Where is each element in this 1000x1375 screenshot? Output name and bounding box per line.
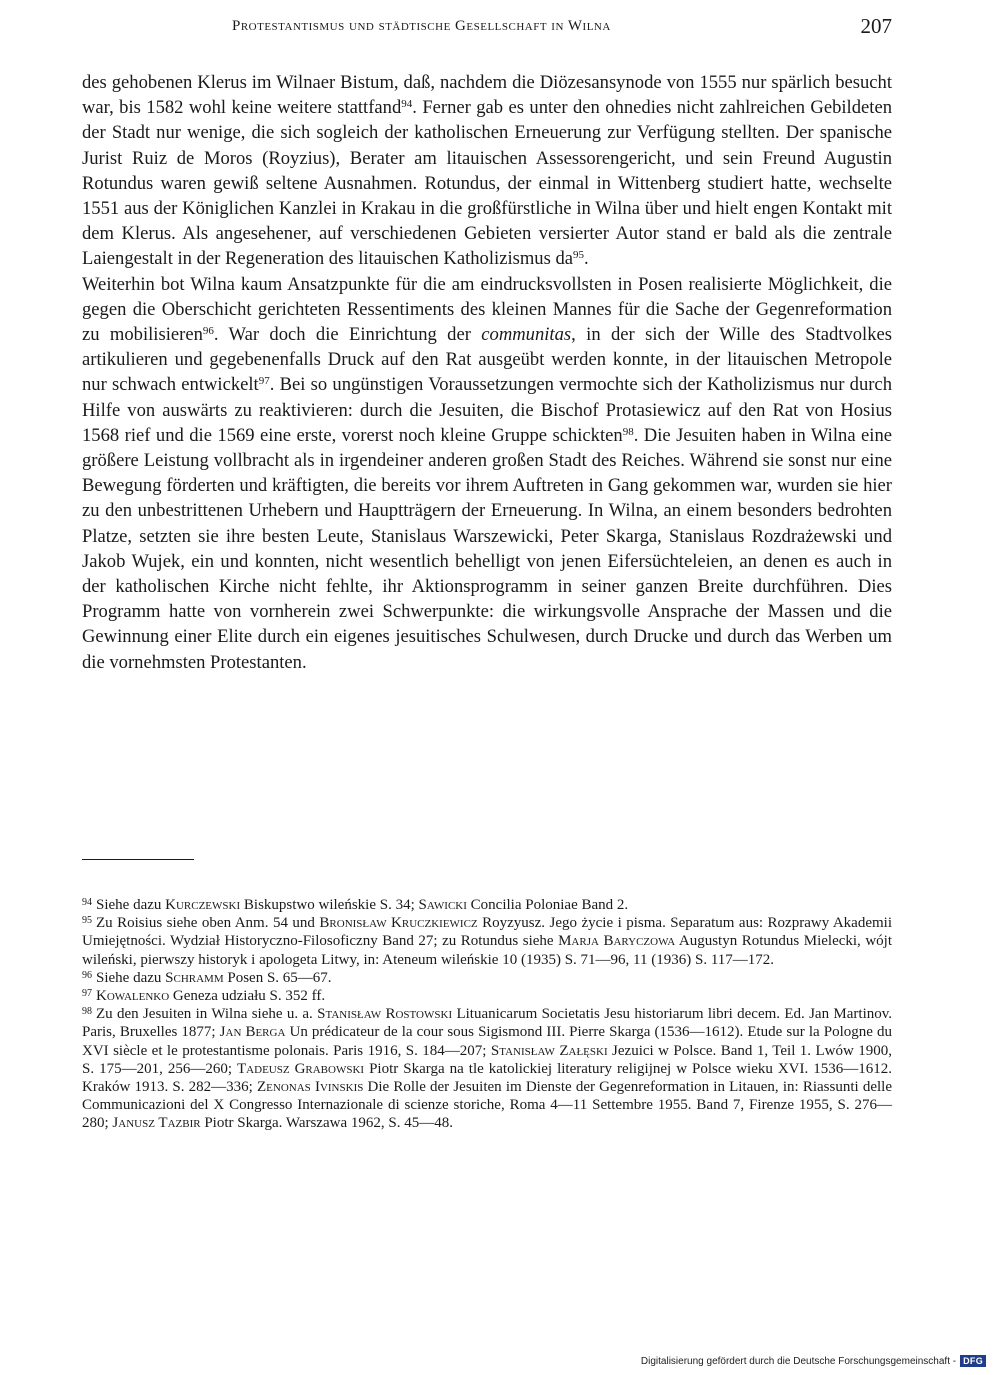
author-name: Kurczewski [165, 897, 241, 913]
author-name: Sawicki [418, 897, 467, 913]
text-run: Biskupstwo wileńskie S. 34; [240, 897, 419, 913]
footnote-97 [82, 987, 892, 1005]
italic-term: communitas [481, 324, 572, 346]
page-number: 207 [860, 14, 892, 38]
text-run: . War doch die Einrichtung der [213, 324, 482, 346]
text-run: Un prédicateur de la cour sous Sigismond III. Pierre Skarga (1536—1612). Etude sur la Pologne du XVI siècle et le protestantisme polonais. Paris 1916, S. 184—207; [82, 1024, 892, 1059]
text-run: Die Rolle der Jesuiten im Dienste der Gegenreformation in Litauen, in: Riassunti delle Communicazioni del X Congresso Internazionale di scienze storiche, Roma 4—11 Settembre 1955. Band 7, Firenze 1955, S. 276—280; [82, 1079, 893, 1132]
text-run: . Die Jesuiten haben in Wilna eine größere Leistung vollbracht als in irgendeiner anderen großen Stadt des Reiches. Während sie sonst nur eine Bewegung förderten und kräftigten, die bereits vor ihrem Auftreten in Gang gekommen war, wurden sie hier zu den unbestrittenen Urhebern und Hauptträgern der Erneuerung. In Wilna, an einem besonders bedrohten Platze, setzten sie ihre besten Leute, Stanislaus Warszewicki, Peter Skarga, Stanislaus Rozdrażewski und Jakob Wujek, ein und konnten, nicht wesentlich behelligt von jenen Eifersüchteleien, an denen es auch in der katholischen Kirche nicht fehlte, ihr Aktionsprogramm in seiner ganzen Breite durchführen. Dies Programm hatte von vornherein zwei Schwerpunkte: die wirkungsvolle Ansprache der Massen und die Gewinnung einer Elite durch ein eigenes jesuitisches Schulwesen, durch Drucke und durch das Werben um die vornehmsten Protestanten. [82, 424, 892, 673]
dfg-logo-icon: DFG [960, 1355, 986, 1367]
author-name: Schramm [165, 969, 224, 986]
text-run: . [584, 248, 589, 270]
footnotes [82, 896, 892, 1133]
footnote-number: 97 [82, 988, 92, 1000]
text-run: Jezuici w Polsce. Band 1, Teil 1. Lwów 1900, S. 175—201, 256—260; [82, 1042, 892, 1077]
text-run: Siehe dazu [96, 897, 166, 913]
text-run: , in der sich der Wille des Stadtvolkes artikulieren und gegebenenfalls Druck auf den Rat ausgeübt werden konnte, in der litauischen Metropole nur schwach entwickelt [82, 324, 893, 396]
text-run: Piotr Skarga na tle katolickiej literatury religijnej w Polsce wieku XVI. 1536—1612. Kraków 1913. S. 282—336; [82, 1060, 893, 1096]
author-name: Marja Baryczowa [558, 933, 676, 950]
footnote-ref-98[interactable]: 98 [622, 425, 634, 438]
paragraph-1 [82, 70, 892, 272]
author-name: Stanisław Rostowski [317, 1006, 453, 1023]
text-run: Geneza udziału S. 352 ff. [169, 988, 326, 1005]
body-text [82, 70, 892, 675]
footnote-94 [82, 896, 892, 914]
text-run: Siehe dazu [96, 969, 166, 986]
credit-text: Digitalisierung gefördert durch die Deutsche Forschungsgemeinschaft - [640, 1355, 957, 1367]
footnote-ref-95[interactable]: 95 [573, 249, 585, 262]
footnote-number: 98 [82, 1006, 92, 1018]
author-name: Kowalenko [96, 988, 170, 1005]
text-run: Zu den Jesuiten in Wilna siehe u. a. [96, 1006, 318, 1023]
text-run: Zu Roisius siehe oben Anm. 54 und [96, 915, 320, 932]
text-run: Concilia Poloniae Band 2. [466, 897, 629, 913]
author-name: Bronisław Kruczkiewicz [319, 915, 478, 932]
author-name: Stanisław Załęski [490, 1042, 608, 1059]
running-title: Protestantismus und städtische Gesellschaft in Wilna [232, 18, 611, 34]
text-run: Piotr Skarga. Warszawa 1962, S. 45—48. [200, 1115, 453, 1132]
text-run: Weiterhin bot Wilna kaum Ansatzpunkte für die am eindrucksvollsten in Posen realisierte Möglichkeit, die gegen die Oberschicht gerichteten Ressentiments des kleinen Mannes für die Sache der Gegenreformation zu mobilisieren [82, 273, 892, 346]
footnote-separator [82, 859, 194, 860]
text-run: . Bei so ungünstigen Voraussetzungen vermochte sich der Katholizismus nur durch Hilfe von auswärts zu reaktivieren: durch die Jesuiten, die Bischof Protasiewicz auf den Rat von Hosius 1568 rief und die 1569 eine erste, vorerst noch kleine Gruppe schickten [82, 374, 892, 446]
footnote-number: 95 [82, 915, 92, 927]
author-name: Tadeusz Grabowski [237, 1060, 365, 1077]
digitization-credit [641, 1355, 986, 1367]
footnote-number: 94 [82, 897, 92, 908]
footnote-ref-97[interactable]: 97 [258, 375, 270, 388]
footnote-96 [82, 969, 892, 987]
author-name: Zenonas Ivinskis [257, 1079, 364, 1096]
footnote-ref-96[interactable]: 96 [202, 325, 214, 338]
author-name: Janusz Tazbir [112, 1115, 201, 1132]
text-run: . Ferner gab es unter den ohnedies nicht zahlreichen Gebildeten der Stadt nur wenige, die sich sogleich der katholischen Erneuerung zur Verfügung stellten. Der spanische Jurist Ruiz de Moros (Royzius), Berater am litauischen Assessorengericht, und sein Freund Augustin Rotundus waren gewiß seltene Ausnahmen. Rotundus, der einmal in Wittenberg studiert hatte, wechselte 1551 aus der Königlichen Kanzlei in Krakau in die großfürstliche in Wilna über und hielt engen Kontakt mit dem Klerus. Als angesehener, auf verschiedenen Gebieten versierter Autor stand er bald als die zentrale Laiengestalt in der Regeneration des litauischen Katholizismus da [82, 97, 892, 270]
footnote-95 [82, 914, 892, 969]
text-run: Augustyn Rotundus Mielecki, wójt wileński, pierwszy historyk i apologeta Litwy, in: Ateneum wileńskie 10 (1935) S. 71—96, 11 (1936) S. 117—172. [82, 933, 892, 968]
text-run: Posen S. 65—67. [223, 969, 332, 986]
text-run: Royzyusz. Jego życie i pisma. Separatum aus: Rozprawy Akademii Umiejętności. Wydział Historyczno-Filosoficzny Band 27; zu Rotundus siehe [82, 915, 892, 950]
text-run: des gehobenen Klerus im Wilnaer Bistum, daß, nachdem die Diözesansynode von 1555 nur spärlich besucht war, bis 1582 wohl keine weitere stattfand [82, 72, 892, 119]
paragraph-2 [82, 272, 892, 675]
text-run: Lituanicarum Societatis Jesu historiarum libri decem. Ed. Jan Martinov. Paris, Bruxelles 1877; [82, 1006, 893, 1041]
footnote-98 [82, 1005, 892, 1132]
footnote-ref-94[interactable]: 94 [401, 98, 413, 111]
running-head [82, 14, 892, 44]
footnote-number: 96 [82, 969, 92, 981]
author-name: Jan Berga [219, 1024, 286, 1041]
